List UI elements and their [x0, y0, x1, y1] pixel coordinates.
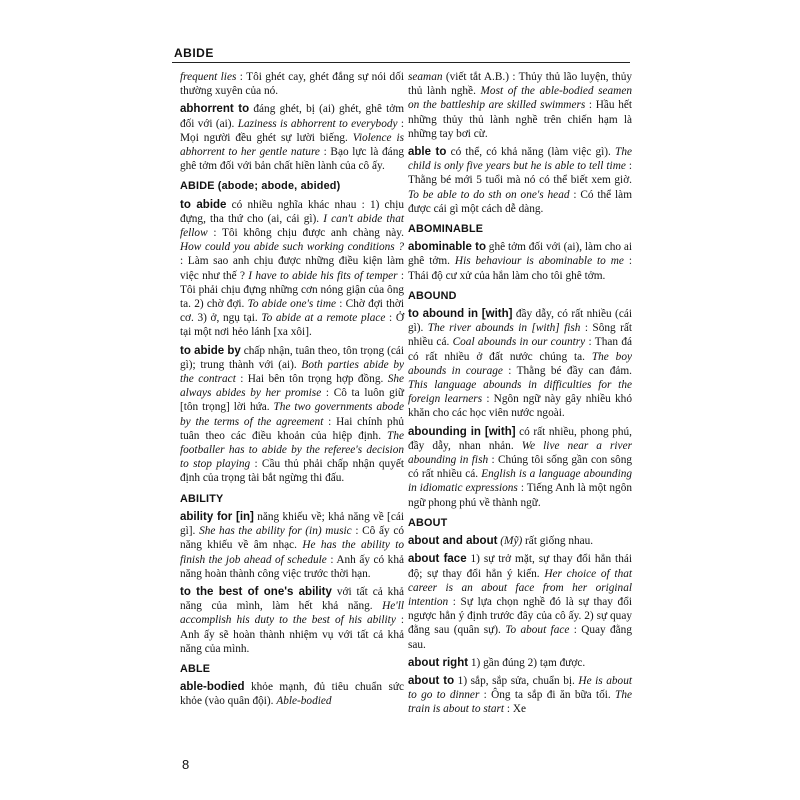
example-text: To abide at a remote place: [261, 312, 386, 325]
left-column: [180, 70, 404, 713]
entry-headword: abounding in [with]: [408, 425, 516, 438]
example-text: The river abounds in [with] fish: [427, 322, 581, 335]
definition-text: năng khiếu về; khả năng về [cái gì].: [180, 510, 404, 538]
definition-text: : Ngôn ngữ này gây nhiều khó khăn cho các học viên nước ngoài.: [408, 393, 632, 420]
example-text: Able-bodied: [276, 695, 332, 708]
dictionary-entry: [180, 70, 404, 98]
entry-headword: about and about: [408, 535, 498, 548]
dictionary-entry: [408, 534, 632, 548]
example-text: She always abides by her promise: [180, 373, 404, 400]
definition-text: : Mọi người đều ghét sự lười biếng.: [180, 117, 404, 144]
definition-text: (viết tắt A.B.) : Thủy thủ lão luyện, thủy thủ lành nghề.: [408, 71, 632, 98]
definition-text: : Hầu hết những thủy thủ lành nghề trên chiến hạm là những tay bơi cừ.: [408, 99, 632, 140]
example-text: Laziness is abhorrent to everybody: [237, 117, 398, 130]
example-text: He'll accomplish his duty to the best of his ability: [180, 600, 404, 627]
entry-headword: able-bodied: [180, 681, 245, 694]
example-text: English is a language abounding in idiomatic expressions: [408, 468, 633, 495]
definition-text: khỏe mạnh, đủ tiêu chuẩn sức khỏe (vào quân đội).: [180, 681, 404, 708]
definition-text: : Ở tại một nơi hẻo lánh [xa xôi].: [180, 312, 404, 339]
entry-headword: to abide by: [180, 344, 241, 357]
definition-text: có thể, có khả năng (làm việc gì).: [446, 146, 616, 159]
dictionary-entry: [408, 425, 632, 510]
definition-text: : Làm sao anh chịu được những điều kiện làm việc như thế ?: [180, 255, 404, 282]
entry-headword: to abound in [with]: [408, 308, 513, 321]
dictionary-entry: [408, 240, 632, 283]
example-text: The boy abounds in courage: [408, 350, 632, 377]
section-heading: ABILITY: [180, 492, 224, 505]
definition-text: 1) sắp, sắp sửa, chuẩn bị.: [454, 674, 579, 687]
entry-headword: about face: [408, 553, 467, 566]
example-text: I can't abide that fellow: [180, 212, 404, 240]
example-text: Her choice of that career is an about face from her original intention: [408, 567, 633, 608]
example-text: The train is about to start: [408, 689, 632, 716]
definition-text: : Tôi ghét cay, ghét đắng sự nói dối thường xuyên của nó.: [180, 71, 404, 98]
page-number: 8: [182, 757, 190, 772]
example-text: The footballer has to abide by the referee's decision to stop playing: [180, 429, 404, 471]
example-text: He has the ability to finish the job ahead of schedule: [180, 539, 404, 566]
dictionary-entry: [180, 510, 404, 581]
example-text: I have to abide his fits of temper: [248, 269, 398, 282]
entry-headword: abominable to: [408, 241, 486, 254]
example-text: Both parties abide by the contract: [180, 358, 405, 386]
definition-text: : Hai bên tôn trọng hợp đồng.: [235, 373, 388, 386]
section-heading: ABOUT: [408, 516, 448, 529]
definition-text: : Cầu thủ phải chấp nhận quyết định của trọng tài bắt ngừng thi đấu.: [180, 458, 405, 485]
example-text: This language abounds in difficulties for the foreign learners: [408, 379, 632, 406]
dictionary-entry: [408, 70, 632, 141]
example-text: (Mỹ): [500, 535, 523, 548]
definition-text: : Than đá có rất nhiều ở đất nước chúng ta.: [408, 336, 633, 363]
dictionary-entry: [408, 674, 632, 717]
definition-text: : Tiếng Anh là một ngôn ngữ phong phú về thành ngữ.: [408, 482, 632, 509]
definition-text: ghê tởm đối với (ai), làm cho ai ghê tởm.: [408, 241, 632, 268]
dictionary-entry: [180, 585, 404, 656]
dictionary-entry: [180, 198, 404, 340]
definition-text: rất giống nhau.: [522, 535, 594, 548]
right-column: [408, 70, 632, 721]
section-heading: ABOUND: [408, 289, 457, 302]
definition-text: : Cô ấy có năng khiếu về âm nhạc.: [180, 525, 405, 552]
example-text: He is about to go to dinner: [408, 674, 632, 702]
definition-text: : Thằng bé mới 5 tuổi mà nó có thể biết xem giờ.: [408, 160, 632, 187]
dictionary-entry: [408, 656, 632, 670]
header-rule: [172, 62, 630, 63]
dictionary-entry: [408, 145, 632, 216]
example-text: To abide one's time: [247, 298, 336, 311]
definition-text: : Thằng bé đầy can đảm.: [502, 364, 632, 377]
definition-text: : Hai chính phủ tuân theo các điều khoản của hiệp định.: [180, 415, 404, 442]
example-text: She has the ability for (in) music: [199, 525, 352, 538]
definition-text: đáng ghét, bị (ai) ghét, ghê tởm đối với (ai).: [180, 103, 404, 130]
example-text: The two governments abode by the terms of the agreement: [180, 401, 404, 428]
definition-text: có nhiều nghĩa khác nhau : 1) chịu đựng, tha thứ cho (ai, cái gì).: [180, 198, 404, 225]
definition-text: chấp nhận, tuân theo, tôn trọng (cái gì); trung thành với (ai).: [180, 344, 405, 371]
entry-headword: abhorrent to: [180, 103, 250, 116]
definition-text: : Chúng tôi sống gần con sông có rất nhiều cá.: [408, 454, 632, 481]
example-text: Coal abounds in our country: [452, 336, 586, 349]
definition-text: : Chờ đợi thời cơ. 3) ở, ngụ tại.: [180, 298, 404, 325]
definition-text: 1) sự trở mặt, sự thay đổi hẳn thái độ; sự thay đổi hẳn ý kiến.: [408, 553, 632, 580]
entry-headword: to the best of one's ability: [180, 585, 332, 598]
example-text: Violence is abhorrent to her gentle nature: [180, 131, 404, 159]
section-heading: ABLE: [180, 662, 211, 675]
definition-text: : Xe: [504, 703, 527, 716]
definition-text: : Sông rất nhiều cá.: [408, 322, 632, 349]
entry-headword: to abide: [180, 198, 227, 211]
definition-text: : Tôi phải chịu đựng những cơn nóng giận của ông ta. 2) chờ đợi.: [180, 269, 404, 311]
definition-text: : Có thể làm được cái gì một cách dễ dàng.: [408, 188, 632, 215]
definition-text: : Bạo lực là đáng ghê tởm đối với bản chất hiền lành của cô ấy.: [180, 146, 404, 173]
example-text: How could you abide such working conditions ?: [180, 241, 404, 254]
definition-text: với tất cả khả năng của mình, làm hết khả năng.: [180, 585, 404, 613]
entry-headword: about right: [408, 656, 469, 669]
running-head: ABIDE: [174, 46, 214, 60]
entry-headword: ability for [in]: [180, 510, 254, 523]
definition-text: : Thái độ cư xử của hắn làm cho tôi ghê tởm.: [408, 255, 632, 282]
section-heading: ABIDE (abode; abode, abided): [180, 180, 341, 193]
definition-text: : Sự lựa chọn nghề đó là sự thay đổi ngược hẳn ý định trước đây của cô ấy. 2) sự quay đằng sau (quân sự).: [408, 595, 632, 637]
definition-text: : Anh ấy có khả năng hoàn thành công việc trước thời hạn.: [180, 553, 404, 580]
entry-headword: about to: [408, 674, 455, 687]
example-text: frequent lies: [180, 71, 237, 83]
definition-text: : Cô ta luôn giữ [tôn trọng] lời hứa.: [180, 387, 405, 414]
dictionary-entry: [180, 344, 404, 486]
definition-text: : Anh ấy sẽ hoàn thành nhiệm vụ với tất cả khả năng của mình.: [180, 614, 404, 655]
example-text: The child is only five years but he is able to tell time: [408, 146, 632, 173]
example-text: Most of the able-bodied seamen on the battleship are skilled swimmers: [408, 85, 632, 112]
definition-text: : Ông ta sắp đi ăn bữa tối.: [479, 689, 616, 702]
definition-text: 1) gần đúng 2) tạm được.: [468, 656, 586, 669]
example-text: To be able to do sth on one's head: [408, 188, 570, 201]
example-text: His behaviour is abominable to me: [454, 255, 624, 268]
dictionary-entry: [408, 552, 632, 651]
dictionary-entry: [180, 102, 404, 173]
example-text: We live near a river abounding in fish: [408, 439, 632, 467]
definition-text: có rất nhiều, phong phú, đầy dẫy, nhan nhản.: [408, 425, 633, 452]
entry-headword: able to: [408, 146, 447, 159]
definition-text: : Quay đằng sau.: [408, 624, 632, 651]
definition-text: đầy dẫy, có rất nhiều (cái gì).: [408, 308, 632, 335]
example-text: To about face: [505, 624, 570, 637]
section-heading: ABOMINABLE: [408, 223, 484, 236]
dictionary-entry: [408, 307, 632, 421]
definition-text: : Tôi không chịu được anh chàng này.: [207, 227, 404, 240]
example-text: seaman: [408, 71, 443, 83]
dictionary-entry: [180, 680, 404, 708]
